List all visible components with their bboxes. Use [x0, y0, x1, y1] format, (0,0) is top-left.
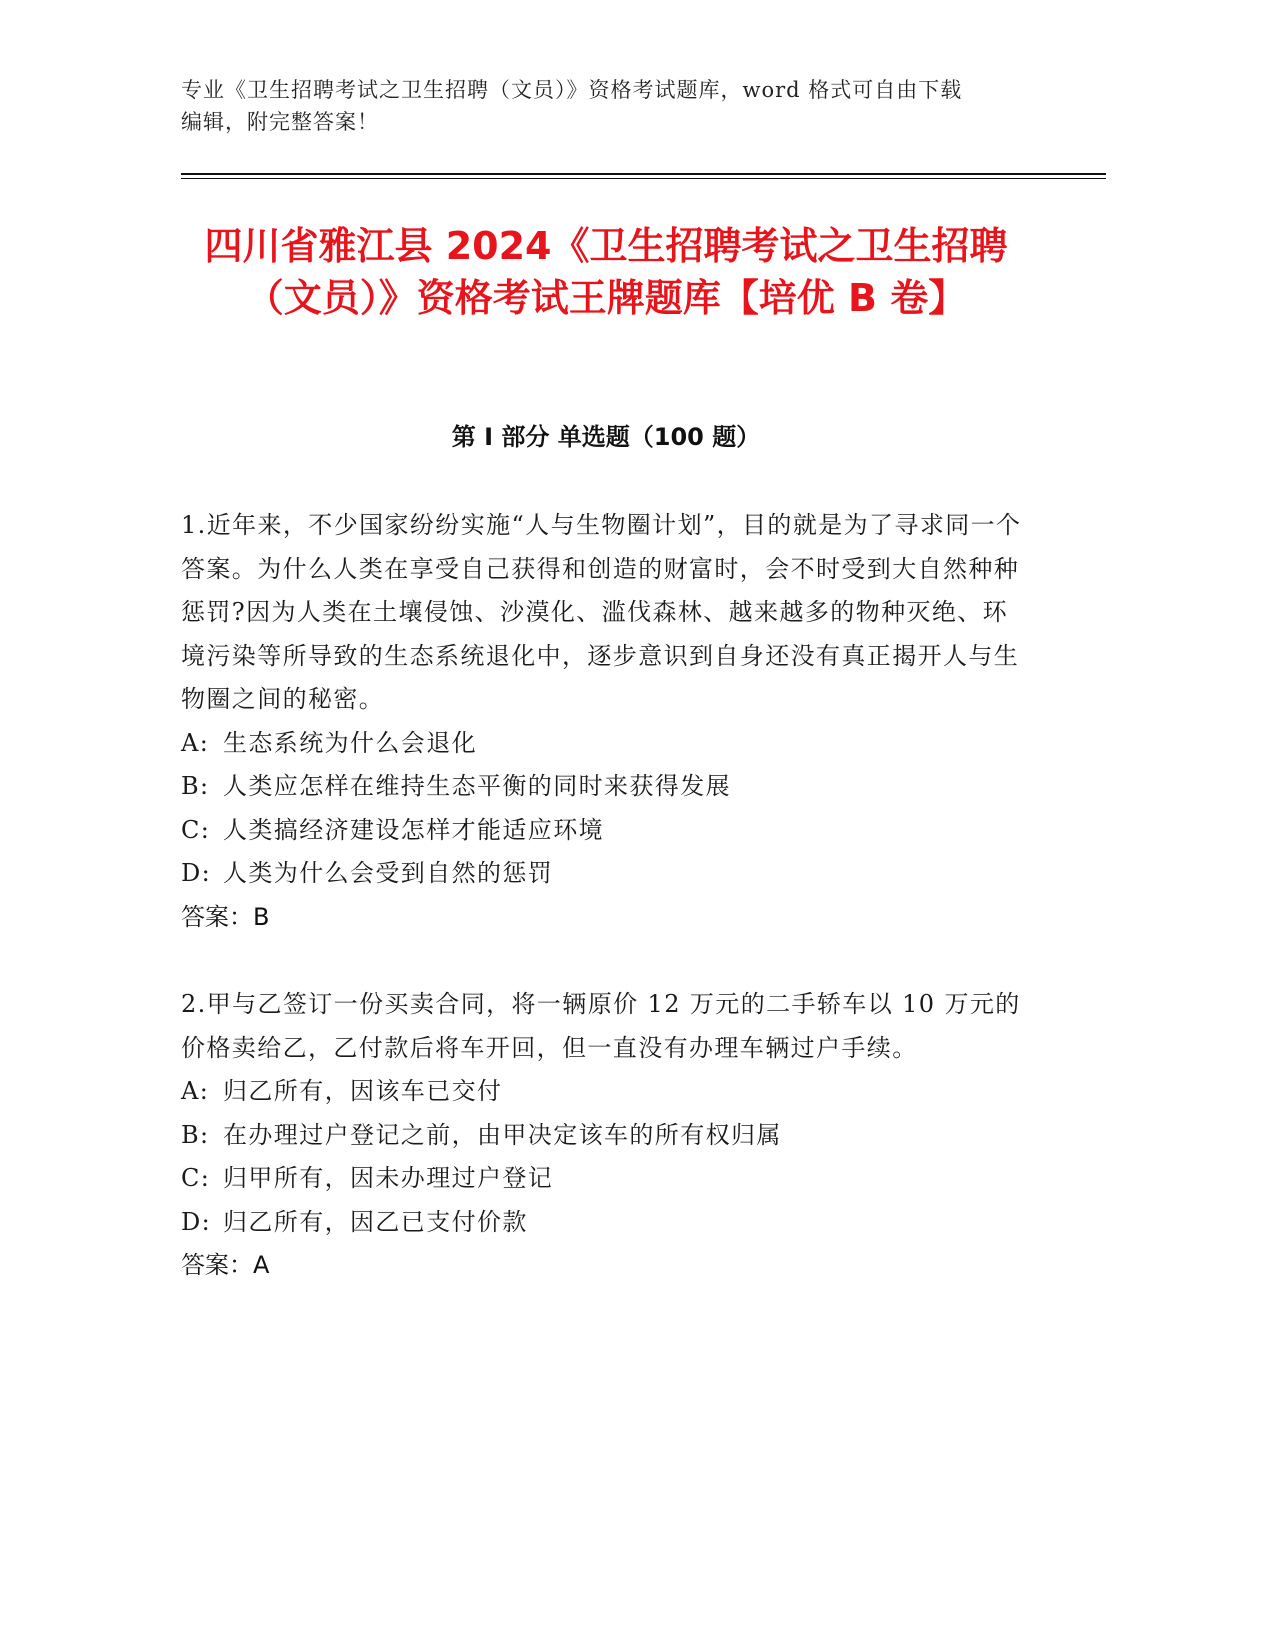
option-letter: A: — [181, 1077, 210, 1105]
option-letter: A: — [181, 728, 210, 757]
option-text: 归乙所有，因乙已支付价款 — [223, 1207, 528, 1236]
option-text: 在办理过户登记之前，由甲决定该车的所有权归属 — [223, 1120, 782, 1149]
option-d — [181, 1201, 1031, 1245]
answer: 答案：A — [181, 1251, 270, 1279]
option-b — [181, 1114, 1031, 1158]
option-letter: D: — [181, 859, 212, 887]
option-text: 生态系统为什么会退化 — [223, 728, 477, 757]
section-heading: 第 I 部分 单选题（100 题） — [451, 423, 761, 451]
question-stem: 2.甲与乙签订一份买卖合同，将一辆原价 12 万元的二手轿车以 10 万元的价格卖给乙，乙付款后将车开回，但一直没有办理车辆过户手续。 — [181, 990, 1021, 1062]
option-text: 人类为什么会受到自然的惩罚 — [223, 859, 554, 887]
header-note-line-1: 专业《卫生招聘考试之卫生招聘（文员）》资格考试题库，word 格式可自由下载 — [181, 78, 963, 102]
answer: 答案：B — [181, 902, 270, 931]
option-c — [181, 809, 1031, 853]
option-c — [181, 1157, 1031, 1201]
option-text: 归甲所有，因未办理过户登记 — [223, 1164, 554, 1192]
question-1 — [181, 504, 1031, 939]
option-b — [181, 765, 1031, 809]
question-stem: 1.近年来，不少国家纷纷实施“人与生物圈计划”，目的就是为了寻求同一个答案。为什么人类在享受自己获得和创造的财富时，会不时受到大自然种种惩罚?因为人类在土壤侵蚀、沙漠化、滥伐森林、越来越多的物种灭绝、环境污染等所导致的生态系统退化中，逐步意识到自身还没有真正揭开人与生物圈之间的秘密。 — [181, 511, 1022, 713]
option-a — [181, 1070, 1031, 1114]
option-letter: C: — [181, 815, 211, 844]
option-letter: B: — [181, 772, 210, 800]
option-d — [181, 852, 1031, 896]
question-2 — [181, 983, 1031, 1288]
option-letter: D: — [181, 1207, 212, 1236]
header-note — [181, 74, 1041, 138]
option-text: 人类应怎样在维持生态平衡的同时来获得发展 — [223, 772, 731, 800]
option-letter: C: — [181, 1164, 211, 1192]
option-a — [181, 722, 1031, 766]
option-text: 归乙所有，因该车已交付 — [223, 1077, 503, 1105]
option-text: 人类搞经济建设怎样才能适应环境 — [223, 815, 604, 844]
header-divider-thick — [181, 173, 1106, 175]
document-title: 四川省雅江县 2024《卫生招聘考试之卫生招聘（文员）》资格考试王牌题库【培优 B 卷】 — [204, 224, 1008, 320]
header-divider-thin — [181, 178, 1106, 179]
option-letter: B: — [181, 1120, 210, 1149]
header-note-line-2: 编辑，附完整答案！ — [181, 110, 379, 134]
